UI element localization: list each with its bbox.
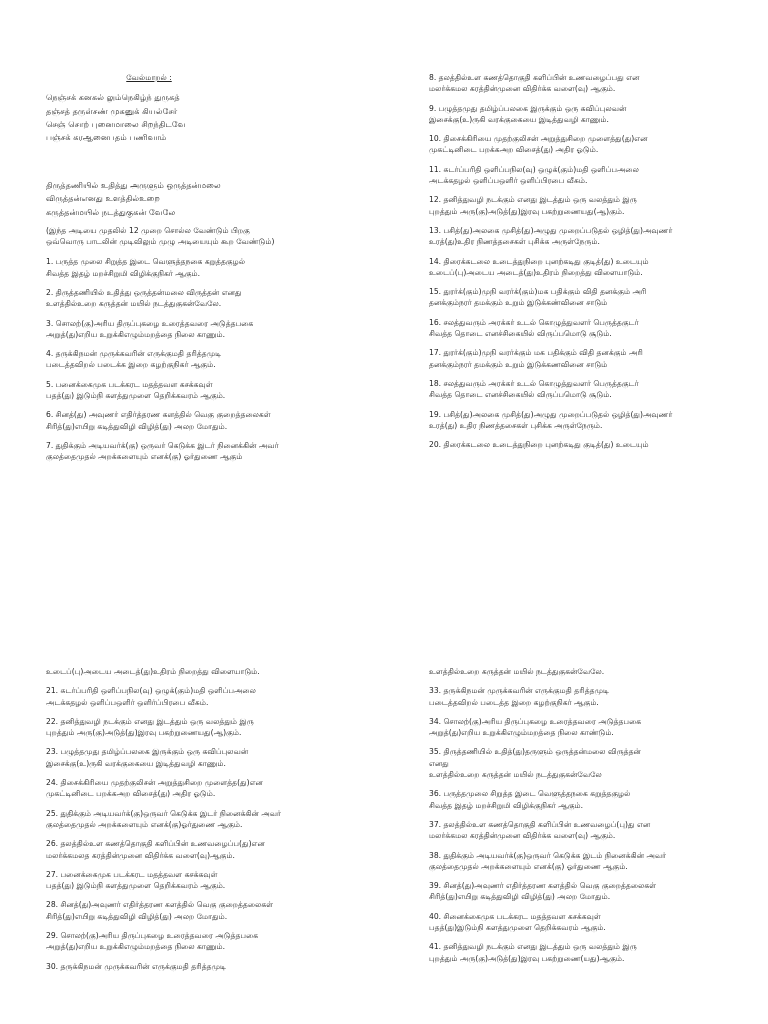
verse-line: உளத்தில்உறை கருத்தன் மயில் நடத்துகுகன்வேலே. [429,667,605,676]
verse-line: இசைக்கு(உ)ருகி வரக்குகையை இடித்துவழி காணும். [429,114,609,124]
verse-line: மலர்க்கமலத கரத்தின்முனை விதிர்க்க வளை(வு)ஆகும். [46,850,235,860]
opening-line: விருத்தன்எனது உளத்தில்உறை [46,193,160,204]
left-column-bottom [46,666,376,980]
invocation-line: நெஞ்சக் கனகல் லும்நெகிழ்ந் துருகத் [46,92,180,103]
verse-line: புறத்தும் அரு(கு)அடுத்(து)இரவு பகற்றுணையது(ஆ)கும். [46,728,242,738]
verse-list [46,256,376,462]
verse-line: 30. தருக்கிநமன் முருக்கவரின் எருக்குமதி தரித்தமுடி [46,961,227,971]
verse-line: 1. பருத்த முலை சிறுத்த இடை வெளுத்தநகை கறுத்தகுழல் [46,257,246,267]
verse-line: இசைக்கு(உ)ருகி வரக்குகையை இடித்துவழி காணும். [46,758,226,768]
verse-line: அறுத்(து)எறிய உறுக்கிஎழும்மறத்தை நிலை காணும். [46,329,226,339]
invocation-line: தஞ்சத் தருள்சண் முகனுக் கியல்சேர் [46,105,178,116]
verse-line: முகட்டினிடை பறக்கஅற விசைத்(து) அதிர ஓடும். [429,145,599,155]
verse-list [429,666,729,964]
verse-line: 12. தனித்துவழி நடக்கும் எனது இடத்தும் ஒரு வலத்தும் இரு [429,195,637,205]
verse [46,716,376,739]
verse [429,439,729,450]
verse [429,880,729,903]
verse [429,746,729,780]
verse-line: 20. திரைக்கடலை உடைத்துநிறை புனற்கடிது குடித்(து) உடையும் [429,440,649,450]
verse-line: சிவத்த இதழ் மறச்சிறுமி விழிக்குநிகர் ஆகும். [429,800,584,810]
verse-line: சிரித்(து)எயிறு கடித்துவிழி விழித்(து) அலற மோதும். [429,892,611,902]
verse-line: புறத்தும் அரு(கு)அடுத்(து)இரவு பகற்றுணை(யது)ஆகும். [429,953,625,963]
verse [429,819,729,842]
verse [429,194,729,217]
verse [429,164,729,187]
verse-line: மலர்க்கமல கரத்தின்முனை விதிர்க்க வளை(வு) ஆகும். [429,831,616,841]
verse [46,930,376,953]
verse-line: குலத்தைமுதல் அறக்களையும் எனக்(கு)ஓர்துணை ஆகும். [46,819,243,829]
verse [429,133,729,156]
verse-line: 21. சுடர்ப்பரிதி ஒளிப்பநில(வு) ஒழுக்(கும்)மதி ஒளிப்பஅலை [46,686,256,696]
verse-line: 7. துதிக்கும் அடியவர்க்(கு) ஒருவர் கெடுக்க இடர் நினைக்கின் அவர் [46,440,279,450]
verse-line: சிரித்(து)எயிறு கடித்துவிழி விழித்(து) அலற மோதும். [46,421,228,431]
verse-list [46,666,376,972]
instruction-line: (இந்த அடியை முதலில் 12 முறை சொல்ல வேண்டும் பிறகு [46,225,250,235]
verse-line: அறுத்(து)எறிய உறுக்கிஎழும்மறத்தை நிலை காணும். [46,942,226,952]
verse [429,685,729,708]
verse-line: தனக்கும்நரர் தமக்கும் உறும் இடுக்கணவினை சாடும் [429,359,608,369]
verse-line: 36. பருத்தமுலை சிறுத்த இடை வெளுத்தநகை கறுத்தகுழல் [429,789,631,799]
verse [46,666,376,677]
verse [46,961,376,972]
verse [46,379,376,402]
verse-line: 41. தனித்துவழி நடக்கும் எனது இடத்தும் ஒரு வலத்தும் இரு [429,942,637,952]
verse-line: 18. சலத்துவரும் அரக்கர் உடல் கொழுத்துவளர் பெருத்தகுடர் [429,378,639,388]
verse-line: குலத்தைமுதல் அறக்களையும் எனக்(கு) ஓர்துணை ஆகும். [429,861,628,871]
verse [429,716,729,739]
verse [46,808,376,831]
invocation-verse [46,91,376,144]
verse-line: சிவத்த தொடை எனச்சிகையில் விருப்பமொடு சூடும். [429,329,612,339]
verse-line: 10. திசைக்கிரியை முதற்குலிசன் அறுத்துசிறை முளைத்து(து)என [429,134,648,144]
verse-line: 2. திருத்தணியில் உதித்து ஒருத்தன்மலை விருத்தன் எனது [46,287,242,297]
verse-line: 14. திரைக்கடலை உடைத்துநிறை புனற்கடிது குடித்(து) உடையும் [429,256,649,266]
verse-line: 34. சொலற்(கு)அரிய திருப்புகழை உரைத்தவரை அடுத்தபகை [429,716,642,726]
verse-line: அடக்கதழல் ஒளிப்பஒளிர் ஒளிப்பிரபை வீசும். [429,176,588,186]
verse [46,440,376,463]
verse-line: குலத்தைமுதல் அறக்களையும் எனக்(கு) ஓர்துணை ஆகும் [46,452,243,462]
verse [429,347,729,370]
invocation-line: பஞ்சக் கரஆனைபதம் பணிவாம் [46,131,167,142]
verse [429,941,729,964]
verse-line: 5. பனைக்கைமுக படக்கரட மதத்தவள கசக்கவுள் [46,379,213,389]
verse [46,318,376,341]
verse [429,225,729,248]
verse-line: உடைப்(பு)அடைய அடைத்(து)உதிரம் நிறைத்து விளையாடும். [429,267,643,277]
verse-line: 4. தருக்கிநமன் முருக்கவரின் எருக்குமதி தரித்தமுடி [46,349,222,359]
verse-line: 27. பனைக்கைமுக படக்கரட மதத்தவள கசக்கவுள் [46,869,218,879]
verse-line: 28. சினத்(து)அவுணர் எதிர்த்தரண களத்தில் வெகு குறைத்தலைகள் [46,900,274,910]
verse [429,409,729,432]
verse [429,286,729,309]
verse [429,911,729,934]
verse [429,256,729,279]
verse-line: அடக்கதழல் ஒளிப்பஒளிர் ஒளிர்ப்பிரபை வீசும். [46,697,209,707]
verse-line: 22. தனித்துவழி நடக்கும் எனது இடத்தும் ஒரு வலத்தும் இரு [46,716,254,726]
verse-line: அறுத்(து)எறிய உறுக்கிஎழும்மறத்தை நிலை காண்டும். [429,728,614,738]
verse-line: 13. பசித்(து)அலகை முசித்(து)அழுது முறைப்படுதல் ஒழித்(து)அவுணர் [429,225,673,235]
verse-line: உளத்தில்உறை கருத்தன் மயில் நடத்துகுகன்வேலே [429,770,602,780]
verse [429,103,729,126]
verse-line: உரத்(து)உதிர நிணத்தசைகள் புசிக்க அருள்நேரும். [429,237,600,247]
verse-line: 25. துதிக்கும் அடியவர்க்(கு)ஒருவர் கெடுக்க இடர் நினைக்கின் அவர் [46,808,282,818]
verse-line: 23. பழுத்தமுது தமிழ்ப்பலகை இருக்கும் ஒரு கவிப்புலவன் [46,747,249,757]
verse-line: படைத்தவிறல் படைத்த இறை கழற்குநிகர் ஆகும். [429,697,599,707]
opening-line: கருத்தன்மயில் நடத்துகுகன் வேலே [46,206,176,217]
instruction-line: ஒவ்வொரு பாடலின் முடிவிலும் முழு அடியையும் கூற வேண்டும்) [46,237,275,247]
verse-line: உடைப்(பு)அடைய அடைத்(து)உதிரம் நிறைத்து விளையாடும். [46,667,260,676]
verse-line: பதத்(து) இடும்நி களத்துமுளை தெறிக்கவரம் ஆகும். [46,881,226,891]
verse [46,409,376,432]
left-column-top [46,72,376,470]
verse-line: 38. துதிக்கும் அடியவர்க்(கு)ஒருவர் கெடுக்க இடம் நினைக்கின் அவர் [429,850,667,860]
verse-line: பதத்(து) இடும்நி களத்துமுளை தெறிக்கவரம் ஆகும். [46,390,226,400]
verse [46,838,376,861]
verse-line: 8. தலத்தில்உள கணத்தொகுதி களிப்பின் உணவழைப்பது என [429,73,640,82]
verse [46,777,376,800]
verse-line: 35. திருத்தணியில் உதித்(து)தருளும் ஒருத்தன்மலை விருத்தன் [429,747,641,757]
verse [429,72,729,95]
verse [46,869,376,892]
verse-line: 11. சுடர்ப்பரிதி ஒளிப்பநில(வு) ஒழுக்(கும்)மதி ஒளிப்பஅலை [429,164,639,174]
verse-line: 19. பசித்(து)அலகை முசித்(து)அழுது முறைப்படுதல் ஒழித்(து)அவுணர் [429,409,673,419]
verse [46,256,376,279]
verse [46,685,376,708]
verse-line: 17. துரர்க்(கும்)முநி வரர்க்கும் மக பதிக்கும் விதி தனக்கும் அரி [429,348,643,358]
verse-line: 15. துரர்க்(கும்)முநி வரர்க்(கும்)மக பதிக்கும் விதி தனக்கும் அரி [429,287,647,297]
verse-line: மலர்க்கமல கரத்தின்முனை விதிர்க்க வளை(வு) ஆகும். [429,84,616,94]
verse-line: 37. தலத்தில்உள கணத்தொகுதி களிப்பின் உணவழைப்(பு)து என [429,819,651,829]
verse [429,378,729,401]
verse-line: தனக்கும்நரர் தமக்கும் உறும் இடுக்கண்வினை சாடும் [429,298,608,308]
verse [429,788,729,811]
verse-line: 16. சலத்துவரும் அரக்கர் உடல் கொழுத்துவளர் பெருத்தகுடர் [429,317,639,327]
verse-line: 33. தருக்கிநமன் முருக்கவரின் எருக்குமதி தரித்தமுடி [429,686,610,696]
instruction-note [46,225,376,248]
verse-line: 3. சொலற்(கு)அரிய திருப்புகழை உரைத்தவரை அடுத்தபகை [46,318,254,328]
verse [429,317,729,340]
verse-line: சிரித்(து)எயிறு கடித்துவிழி விழித்(து) அலற மோதும். [46,911,228,921]
verse-line: புறத்தும் அரு(கு)அடுத்(து)இரவு பகற்றுணையது(ஆ)கும். [429,206,625,216]
verse-line: 40. சினைக்கைமுக படக்கரட மதத்தவள கசக்கவுள் [429,911,601,921]
verse [429,850,729,873]
verse-line: முகட்டினிடை பறக்கஅற விசைத்(து) அதிர ஓடும். [46,789,216,799]
document-title: வேல்மாறல் : [126,73,172,82]
verse-list [429,72,729,450]
right-column-top [429,72,729,458]
opening-verse [46,179,376,219]
verse-line: சிவத்த தொடை எனச்சிகையில் விருப்பமொடு சூடும். [429,390,612,400]
verse-line: 9. பழுத்தமுது தமிழ்ப்பலகை இருக்கும் ஒரு கவிப்புலவன் [429,103,627,113]
verse-line: 24. திசைக்கிரியை முதற்குலிசன் அறுத்துசிறை முளைத்த(து)என [46,778,263,788]
verse [46,287,376,310]
verse [46,746,376,769]
verse-line: உரத்(து) உதிர நிணத்தசைகள் புசிக்க அருள்நேரும். [429,420,603,430]
opening-line: திருத்தணியில் உதித்து அருளும் ஒருத்தன்மலை [46,180,221,191]
verse-line: பதத்(து)இடும்நி களத்துமுளை தெறிக்கவரம் ஆகும். [429,923,606,933]
verse-line: 39. சினத்(து)அவுணர் எதிர்த்தரண களத்தில் வெகு குறைத்தலைகள் [429,881,657,891]
verse-line: 26. தலத்தில்உள கணத்தொகுதி களிப்பின் உணவழைப்ப(து)என [46,839,265,849]
invocation-line: செஞ் சொற் புனைமாலை சிறந்திடவே [46,118,186,129]
verse-line: எனது [429,758,449,768]
verse [46,899,376,922]
right-column-bottom [429,666,729,972]
verse [46,348,376,371]
verse-line: உளத்தில்உறை கருத்தன் மயில் நடத்துகுகன்வேலே. [46,299,222,309]
verse-line: படைத்தவிறல் படைக்க இறை கழற்குநிகர் ஆகும். [46,360,216,370]
verse [429,666,729,677]
verse-line: 6. சினத்(து) அவுணர் எதிர்த்தரண களத்தில் வெகு குறைத்தலைகள் [46,410,271,420]
verse-line: 29. சொலற்(கு)அரிய திருப்புகழை உரைத்தவரை அடுத்தபகை [46,931,259,941]
verse-line: சிவத்த இதழ் மறச்சிறுமி விழிக்குநிகர் ஆகும். [46,268,201,278]
